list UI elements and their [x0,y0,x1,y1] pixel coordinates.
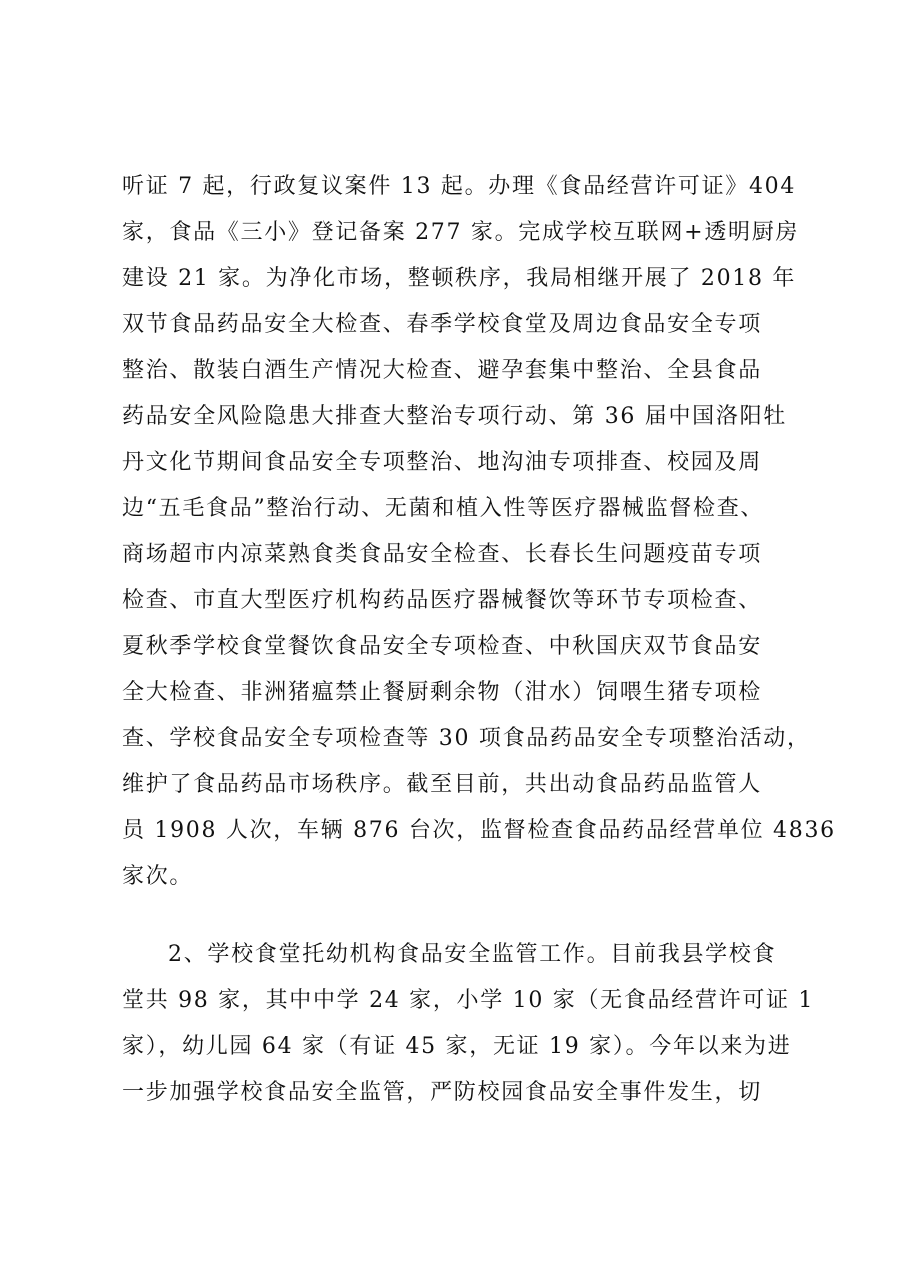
text-line: 双节食品药品安全大检查、春季学校食堂及周边食品安全专项 [122,312,762,337]
text-line: 听证 7 起，行政复议案件 13 起。办理《食品经营许可证》404 [122,174,797,199]
text-line: 家），幼儿园 64 家（有证 45 家，无证 19 家）。今年以来为进 [122,1034,792,1059]
text-line: 全大检查、非洲猪瘟禁止餐厨剩余物（泔水）饲喂生猪专项检 [122,680,762,705]
text-line: 查、学校食品安全专项检查等 30 项食品药品安全专项整治活动， [122,726,811,751]
text-line: 商场超市内凉菜熟食类食品安全检查、长春长生问题疫苗专项 [122,542,762,567]
text-line: 药品安全风险隐患大排查大整治专项行动、第 36 届中国洛阳牡 [122,404,787,429]
text-line: 家次。 [122,864,194,889]
text-line: 员 1908 人次，车辆 876 台次，监督检查食品药品经营单位 4836 [122,818,836,843]
text-line: 一步加强学校食品安全监管，严防校园食品安全事件发生，切 [122,1080,762,1105]
paragraph-1 [122,164,836,900]
text-line: 边“五毛食品”整治行动、无菌和植入性等医疗器械监督检查、 [122,496,765,521]
text-line: 丹文化节期间食品安全专项整治、地沟油专项排查、校园及周 [122,450,762,475]
text-line: 夏秋季学校食堂餐饮食品安全专项检查、中秋国庆双节食品安 [122,634,762,659]
document-body [122,164,836,1116]
text-line: 2、学校食堂托幼机构食品安全监管工作。目前我县学校食 [168,942,777,967]
text-line: 堂共 98 家，其中中学 24 家，小学 10 家（无食品经营许可证 1 [122,988,815,1013]
text-line: 家，食品《三小》登记备案 277 家。完成学校互联网+透明厨房 [122,220,800,245]
text-line: 建设 21 家。为净化市场，整顿秩序，我局相继开展了 2018 年 [122,266,797,291]
text-line: 整治、散装白酒生产情况大检查、避孕套集中整治、全县食品 [122,358,762,383]
paragraph-spacing [122,900,812,932]
text-line: 检查、市直大型医疗机构药品医疗器械餐饮等环节专项检查、 [122,588,762,613]
paragraph-2 [122,932,815,1116]
text-line: 维护了食品药品市场秩序。截至目前，共出动食品药品监管人 [122,772,762,797]
